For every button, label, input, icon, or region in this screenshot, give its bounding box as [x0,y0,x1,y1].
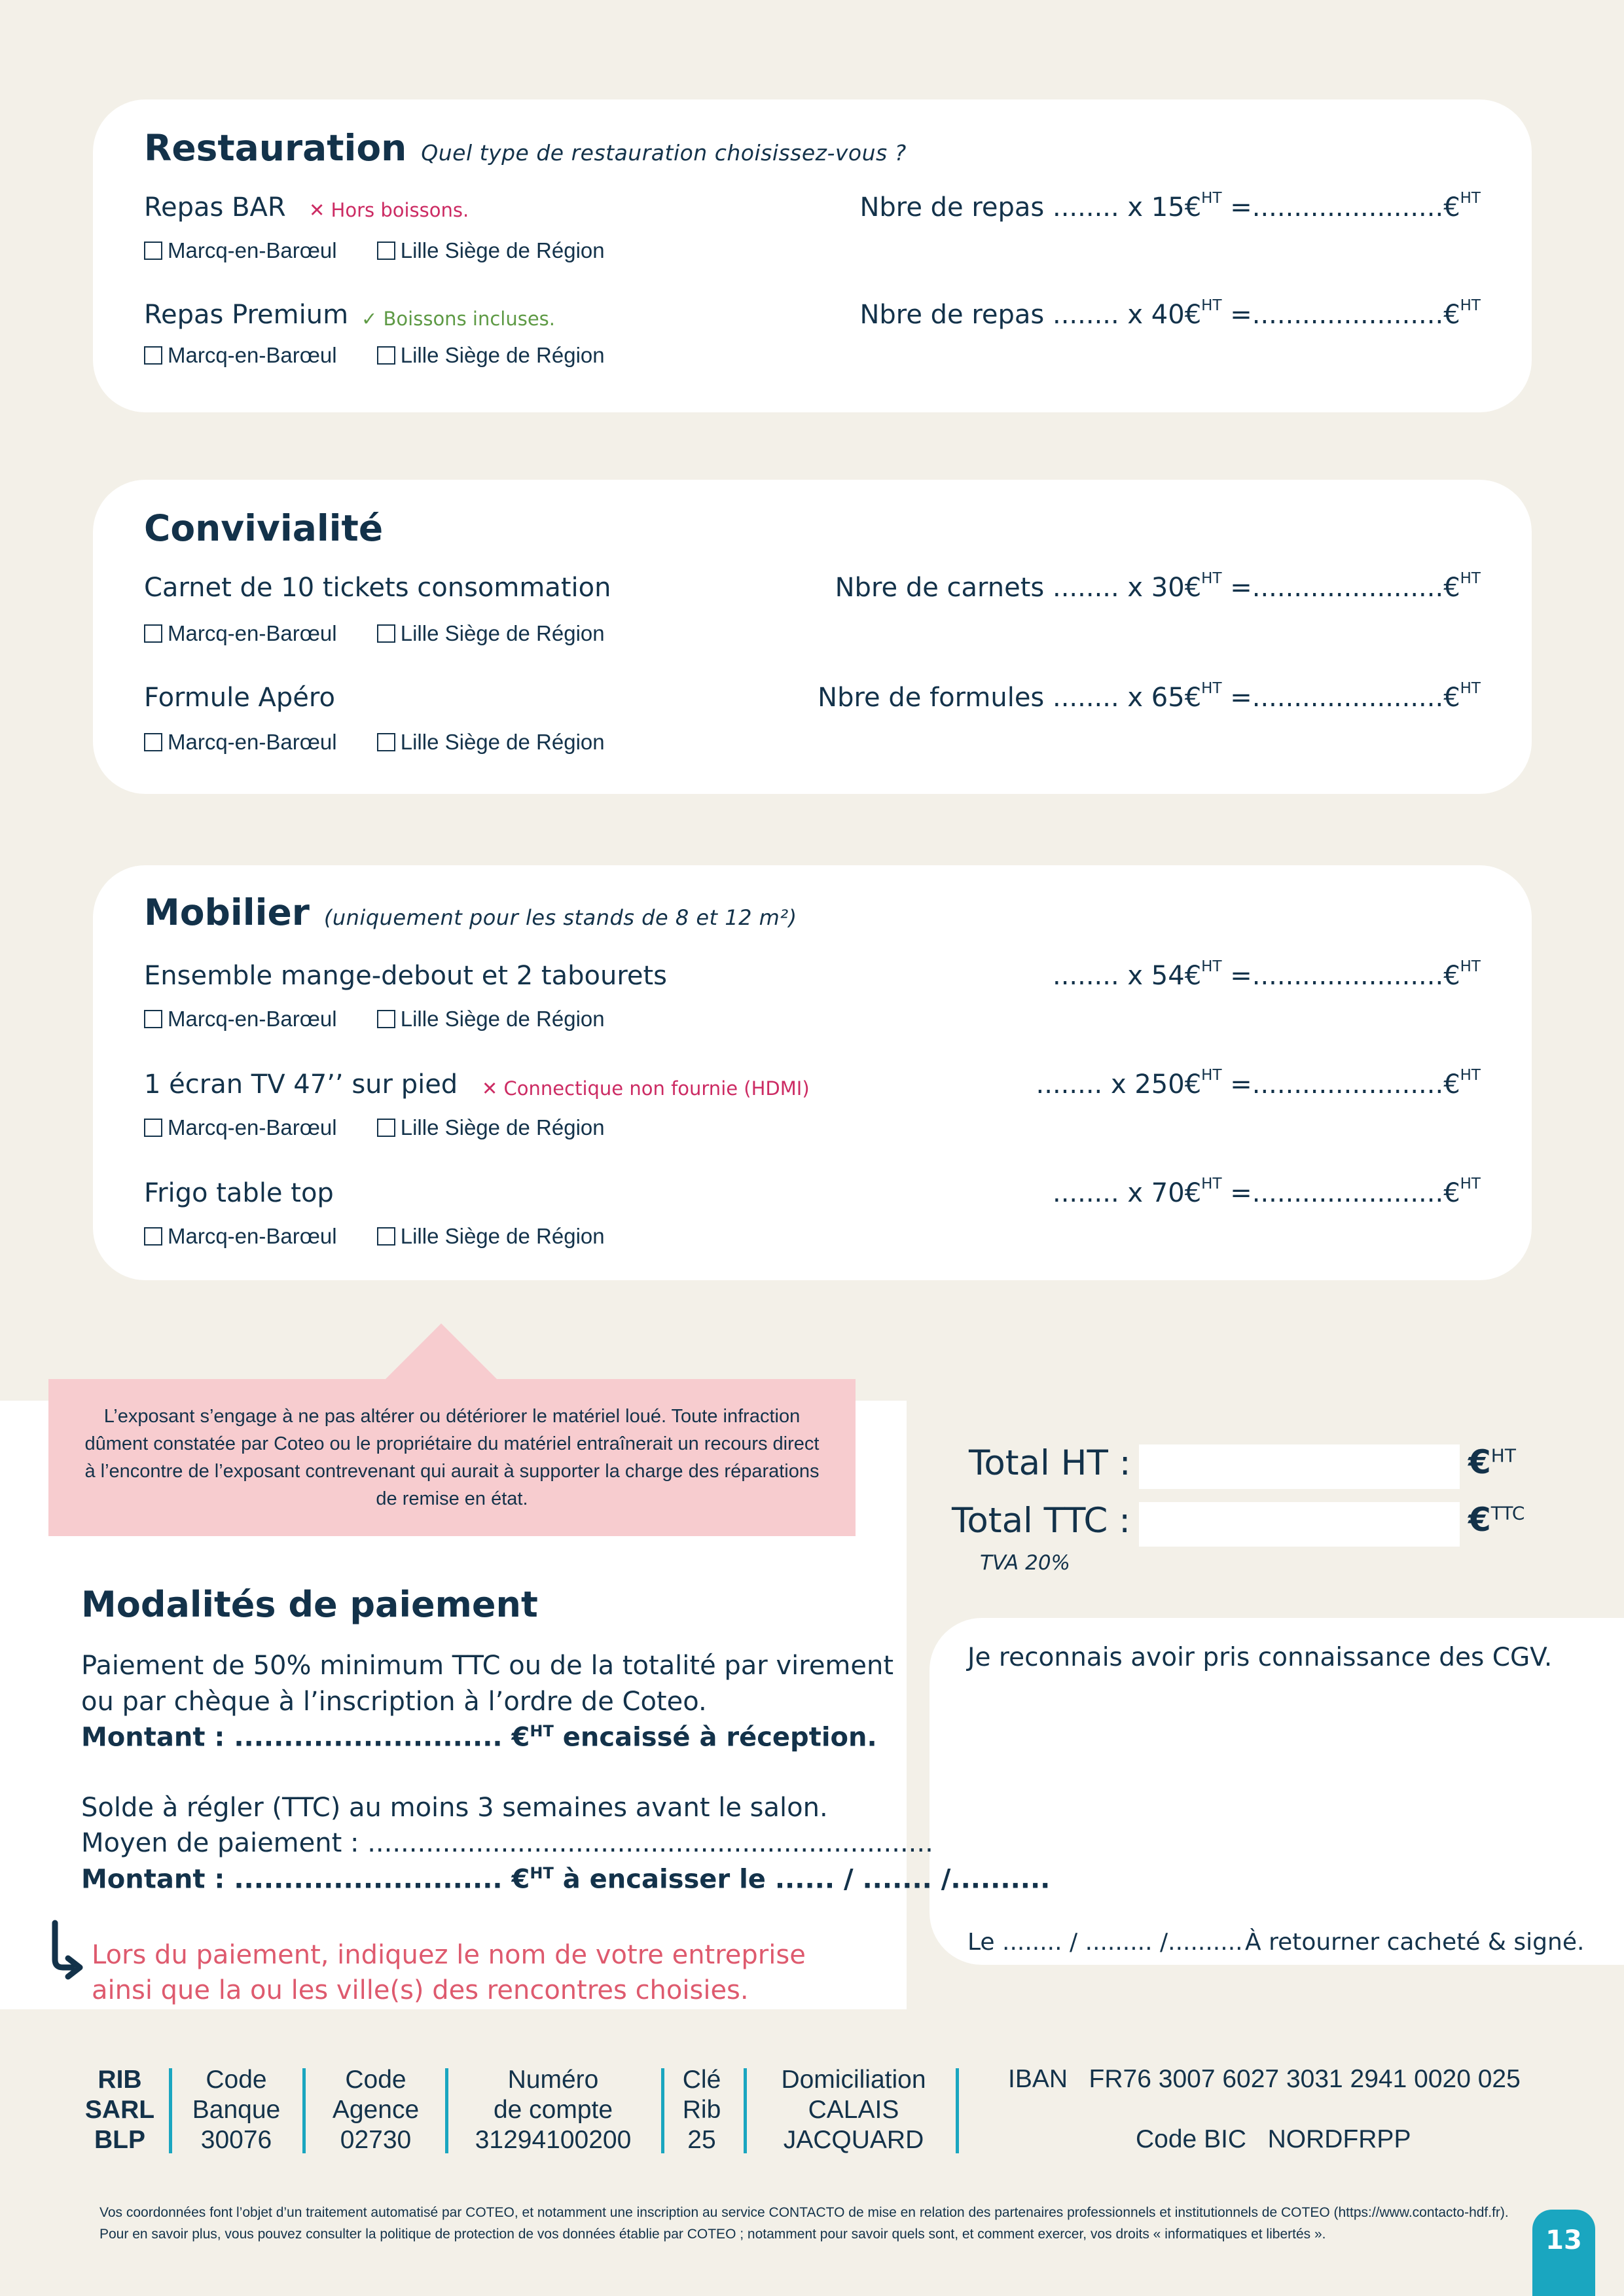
checkbox-icon [144,242,162,260]
payment-amount-2: Montant : ........................... €$^{HT}$ à encaisser le ...... / ....... /.......... [81,1864,1051,1895]
checkbox-icon [377,624,395,643]
checkbox-marcq[interactable]: Marcq-en-Barœul [144,1224,337,1249]
checkbox-lille[interactable]: Lille Siège de Région [377,730,605,755]
rib-label: RIB SARL BLP [84,2066,155,2154]
location-options [144,238,639,265]
item-formule-apero: Formule Apéro [144,683,335,713]
boissons-incluses-note: ✓ Boissons incluses. [361,308,555,330]
checkbox-lille[interactable]: Lille Siège de Région [377,343,605,368]
cross-icon: ✕ [482,1077,504,1100]
checkbox-marcq[interactable]: Marcq-en-Barœul [144,238,337,263]
warning-box [48,1379,856,1536]
convivialite-card [93,480,1532,794]
return-instruction: À retourner cacheté & signé. [1245,1929,1585,1956]
signature-date: Le ........ / ......... /.......... [967,1929,1243,1956]
checkbox-lille[interactable]: Lille Siège de Région [377,621,605,646]
checkbox-marcq[interactable]: Marcq-en-Barœul [144,621,337,646]
restauration-card [93,99,1532,412]
warning-text: L’exposant s’engage à ne pas altérer ou détériorer le matériel loué. Toute infraction dûment constatée par Coteo ou le propriétaire du matériel entraînerait un recours direct à l’encontre de l’exposant contrevenant qui aurait à supporter la charge des réparations de remise en état. [84,1406,820,1509]
total-ht-label: Total HT : [969,1443,1131,1483]
payment-line-1: Paiement de 50% minimum TTC ou de la totalité par virement [81,1651,894,1681]
bic: Code BIC NORDFRPP [1136,2125,1411,2153]
payment-note-1: Lors du paiement, indiquez le nom de votre entreprise [92,1940,806,1970]
total-ttc-unit: €$^{TTC}$ [1468,1501,1525,1539]
rib-numero-compte: Numéro de compte 31294100200 [475,2066,632,2154]
rib-divider [661,2068,664,2153]
tva-note: TVA 20% [980,1551,1071,1575]
checkbox-icon [377,1119,395,1137]
checkbox-lille[interactable]: Lille Siège de Région [377,1115,605,1140]
rib-code-agence: Code Agence 02730 [332,2066,420,2154]
rib-divider [956,2068,959,2153]
calc-repas-bar: Nbre de repas ........ x 15€$^{HT}$ =.......................€$^{HT}$ [859,189,1481,223]
checkbox-lille[interactable]: Lille Siège de Région [377,238,605,263]
checkbox-lille[interactable]: Lille Siège de Région [377,1224,605,1249]
mobilier-card [93,865,1532,1280]
checkbox-icon [377,1227,395,1246]
checkbox-icon [144,1010,162,1028]
location-options [144,730,639,757]
cross-icon: ✕ [309,199,331,221]
checkbox-icon [144,1227,162,1246]
mobilier-subtitle: (uniquement pour les stands de 8 et 12 m²) [323,905,797,930]
location-options [144,343,639,370]
hors-boissons-note: ✕ Hors boissons. [309,199,469,221]
payment-line-4: Solde à régler (TTC) au moins 3 semaines avant le salon. [81,1793,828,1823]
location-options [144,1115,639,1142]
rib-cle: Clé Rib 25 [682,2066,721,2154]
checkbox-icon [144,624,162,643]
privacy-footer: Vos coordonnées font l’objet d’un traitement automatisé par COTEO, et notamment une inscription au service CONTACTO de mise en relation des partenaires professionnels et institutionnels de COTEO (https://www.contacto-hdf.fr). Pour en savoir plus, vous pouvez consulter la politique de protection de vos données établie par COTEO ; notamment pour savoir quels sont, et comment exercer, vos droits « informatiques et libertés ». [99,2205,1509,2242]
checkbox-lille[interactable]: Lille Siège de Région [377,1007,605,1031]
item-repas-bar: Repas BAR [144,192,286,223]
total-ttc-label: Total TTC : [952,1501,1131,1541]
restauration-title: Restauration Quel type de restauration choisissez-vous ? [144,127,907,169]
checkbox-marcq[interactable]: Marcq-en-Barœul [144,343,337,368]
convivialite-title: Convivialité [144,507,384,549]
calc-repas-premium: Nbre de repas ........ x 40€$^{HT}$ =.......................€$^{HT}$ [859,296,1481,330]
payment-line-2: ou par chèque à l’inscription à l’ordre de Coteo. [81,1687,707,1717]
warning-pointer [385,1323,497,1380]
payment-amount-1: Montant : ........................... €$^{HT}$ encaissé à réception. [81,1722,877,1753]
checkbox-marcq[interactable]: Marcq-en-Barœul [144,1115,337,1140]
calc-formule-apero: Nbre de formules ........ x 65€$^{HT}$ =.......................€$^{HT}$ [818,679,1481,713]
checkbox-icon [144,346,162,365]
payment-title: Modalités de paiement [81,1584,538,1625]
location-options [144,621,639,648]
item-repas-premium: Repas Premium [144,300,349,330]
checkbox-icon [377,733,395,751]
checkbox-marcq[interactable]: Marcq-en-Barœul [144,1007,337,1031]
rib-divider [169,2068,172,2153]
item-mange-debout: Ensemble mange-debout et 2 tabourets [144,961,668,991]
item-carnet-tickets: Carnet de 10 tickets consommation [144,573,611,603]
checkbox-icon [377,1010,395,1028]
calc-mange-debout: ........ x 54€$^{HT}$ =.......................€$^{HT}$ [1052,958,1481,991]
total-ttc-field[interactable] [1139,1502,1460,1547]
checkbox-icon [144,733,162,751]
calc-frigo: ........ x 70€$^{HT}$ =.......................€$^{HT}$ [1052,1175,1481,1208]
signature-card[interactable] [929,1618,1624,1965]
total-ht-field[interactable] [1139,1444,1460,1489]
checkbox-icon [377,346,395,365]
check-icon: ✓ [361,308,384,330]
restauration-subtitle: Quel type de restauration choisissez-vous ? [421,140,907,166]
rib-domiciliation: Domiciliation CALAIS JACQUARD [781,2066,926,2154]
rib-code-banque: Code Banque 30076 [192,2066,281,2154]
mobilier-title: Mobilier (uniquement pour les stands de 8 et 12 m²) [144,891,797,933]
item-frigo: Frigo table top [144,1178,334,1208]
cgv-statement: Je reconnais avoir pris connaissance des CGV. [967,1643,1553,1672]
rib-divider [744,2068,747,2153]
iban: IBAN FR76 3007 6027 3031 2941 0020 025 [1008,2065,1521,2093]
checkbox-icon [144,1119,162,1137]
item-ecran-tv: 1 écran TV 47’’ sur pied [144,1069,458,1100]
payment-note-2: ainsi que la ou les ville(s) des rencontres choisies. [92,1975,749,2005]
calc-carnet-tickets: Nbre de carnets ........ x 30€$^{HT}$ =.......................€$^{HT}$ [835,569,1481,603]
location-options [144,1224,639,1251]
page-number: 13 [1532,2210,1595,2296]
rib-divider [302,2068,306,2153]
rib-divider [445,2068,448,2153]
location-options [144,1007,639,1033]
calc-ecran-tv: ........ x 250€$^{HT}$ =.......................€$^{HT}$ [1036,1066,1481,1100]
payment-method: Moyen de paiement : .................................................................... [81,1828,933,1858]
checkbox-icon [377,242,395,260]
total-ht-unit: €$^{HT}$ [1468,1443,1516,1481]
arrow-down-right-icon [46,1919,85,1984]
connectique-note: ✕ Connectique non fournie (HDMI) [482,1077,810,1100]
checkbox-marcq[interactable]: Marcq-en-Barœul [144,730,337,755]
